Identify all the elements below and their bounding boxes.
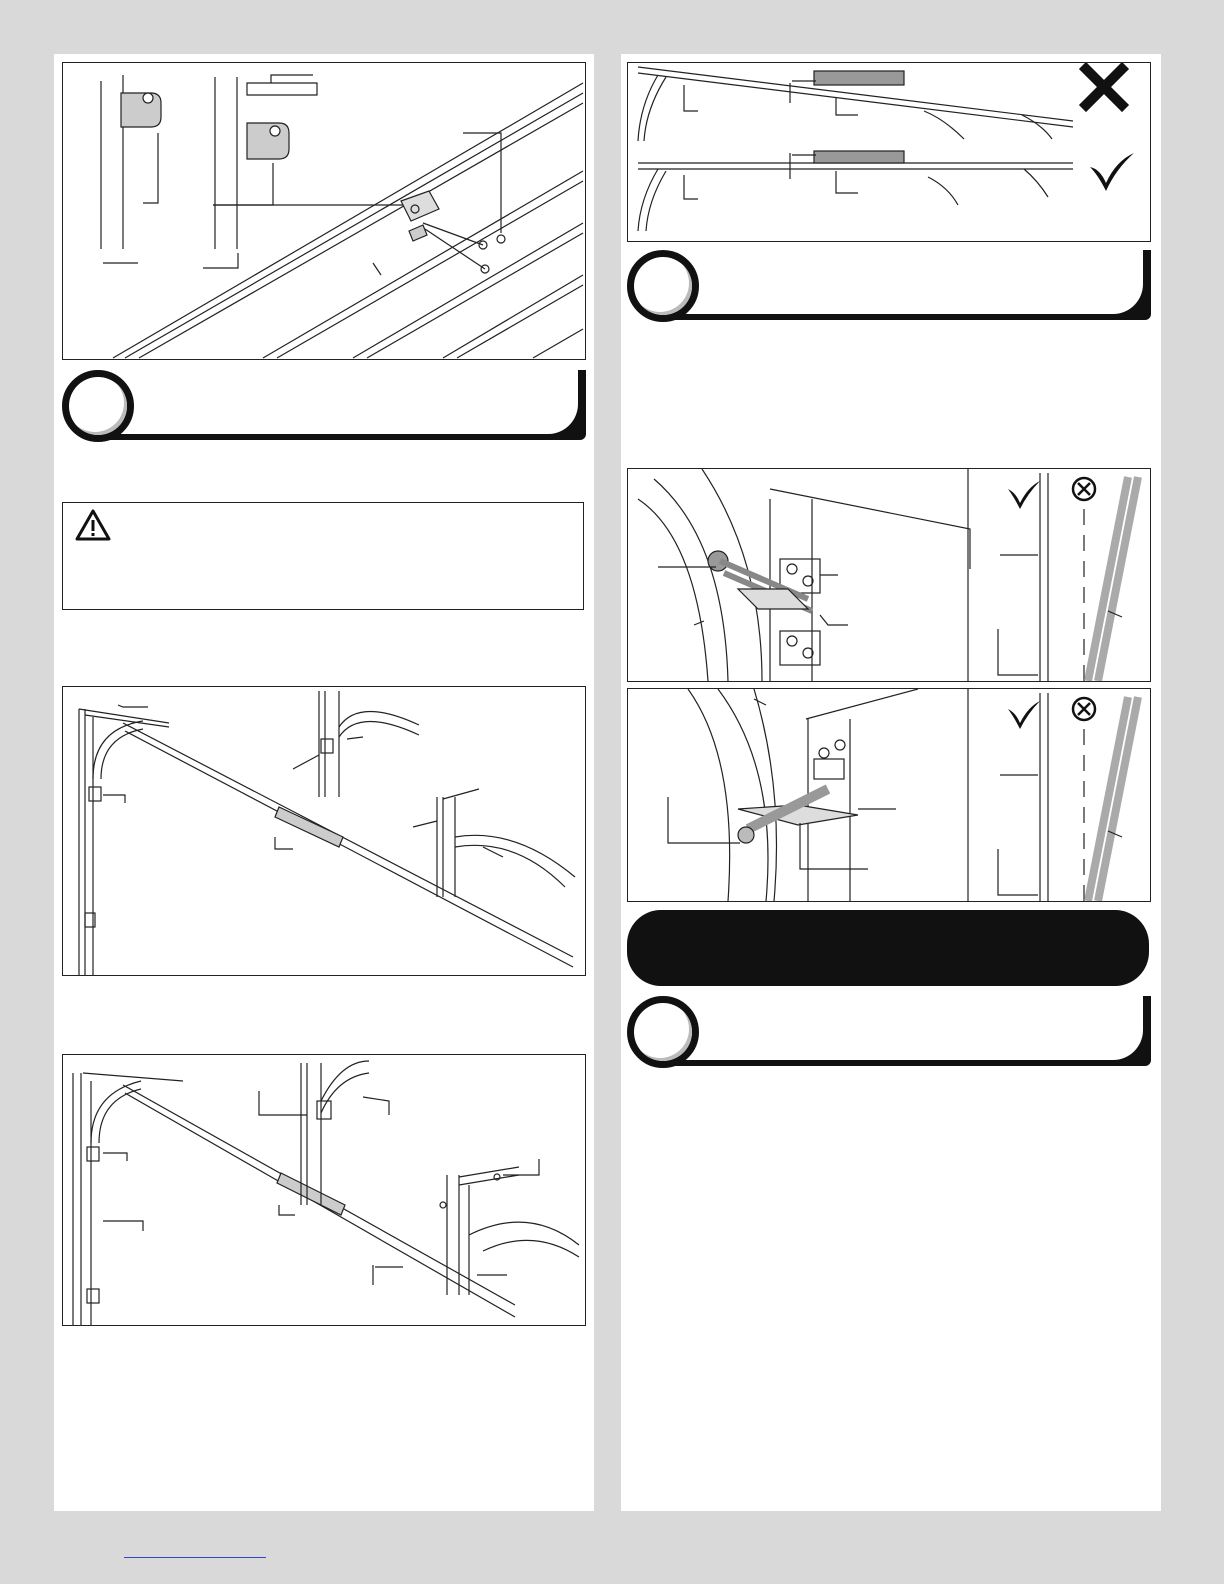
figure-roller-install-2 <box>627 688 1151 902</box>
section-banner <box>627 910 1149 986</box>
check-mark-icon <box>1008 481 1040 509</box>
track-assembly-drawing-2 <box>63 1055 585 1325</box>
track-level-drawing <box>628 63 1150 241</box>
figure-track-assembly-2 <box>62 1054 586 1326</box>
step-header-left-1 <box>62 370 586 450</box>
check-mark-icon <box>1008 701 1040 729</box>
step-header-bar <box>102 370 586 440</box>
step-header-bar <box>667 996 1151 1066</box>
x-mark-icon <box>1086 69 1122 105</box>
step-header-right-2 <box>627 996 1151 1076</box>
step-number-circle <box>627 250 699 322</box>
circle-x-icon <box>1073 698 1095 720</box>
step-header-bar <box>667 250 1151 320</box>
footer-link[interactable] <box>124 1557 266 1558</box>
track-bracket-drawing <box>63 63 585 359</box>
check-mark-icon <box>1090 153 1134 191</box>
step-number-circle <box>62 370 134 442</box>
step-header-right-1 <box>627 250 1151 330</box>
figure-roller-install-1 <box>627 468 1151 682</box>
circle-x-icon <box>1073 478 1095 500</box>
track-assembly-drawing-1 <box>63 687 585 975</box>
step-number-circle <box>627 996 699 1068</box>
figure-track-level-check <box>627 62 1151 242</box>
warning-box <box>62 502 584 610</box>
warning-triangle-icon <box>75 509 111 541</box>
figure-track-bracket-detail <box>62 62 586 360</box>
roller-install-drawing-1 <box>628 469 1150 681</box>
roller-install-drawing-2 <box>628 689 1150 901</box>
figure-track-assembly-1 <box>62 686 586 976</box>
